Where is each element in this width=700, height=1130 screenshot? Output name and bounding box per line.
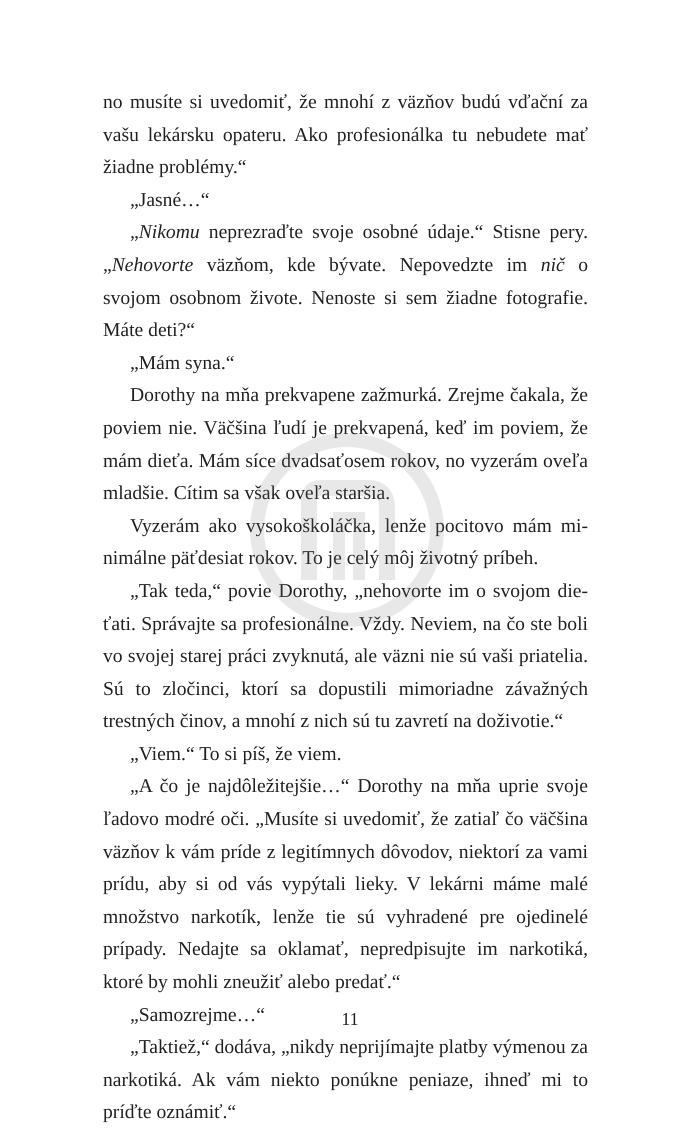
text-run: „Viem.“ To si píš, že viem. (130, 743, 342, 765)
paragraph (103, 576, 593, 739)
paragraph (103, 511, 588, 576)
text-run: „A čo je najdôležitejšie…“ Dorothy na mňa uprie svoje ľadovo modré oči. „Musíte si uvedomiť, že zatiaľ čo väčšina väzňov k vám príde z legitímnych dôvodov, niektorí za vami prídu, aby si od vás vypýtali lieky. V lekárni máme malé množstvo narkotík, lenže tie sú vyhradené pre ojedinelé prípady. Nedajte sa oklamať, nepredpisujte im narkotiká, ktoré by mohli zneužiť alebo predať.“ (103, 776, 593, 994)
text-run: Vyzerám ako vysokoškoláčka, lenže pocitovo mám minimálne päťdesiat rokov. To je celý môj životný príbeh. (103, 515, 588, 570)
italic-text: Nikomu (138, 222, 200, 244)
paragraph (103, 771, 593, 999)
text-run: neprezraďte svoje osobné údaje.“ Stisne pery. „ (103, 222, 593, 276)
paragraph (103, 380, 593, 510)
italic-text: Nehovorte (111, 254, 194, 276)
text-run: „Jasné…“ (130, 189, 210, 211)
text-run: „ (130, 222, 139, 244)
text-run: Dorothy na mňa prekvapene zažmurká. Zrejme čakala, že poviem nie. Väčšina ľudí je prekvapená, keď im poviem, že mám dieťa. Mám síce dvadsaťosem rokov, no vyzerám oveľa mladšie. Cítim sa však oveľa staršia. (103, 385, 593, 505)
paragraph (103, 185, 588, 218)
text-run: no musíte si uvedomiť, že mnohí z väzňov budú vďační za vašu lekársku opateru. Ako profesionálka tu nebudete mať žiadne problémy.“ (103, 92, 593, 179)
paragraph (103, 217, 593, 347)
text-run: „Mám syna.“ (130, 352, 235, 374)
paragraph (103, 348, 588, 381)
paragraph (103, 1032, 593, 1130)
text-run: „Taktiež,“ dodáva, „nikdy neprijímajte platby výmenou za narkotiká. Ak vám niekto ponúkne peniaze, ihneď mi to príďte oznámiť.“ (103, 1037, 593, 1124)
paragraph (103, 739, 588, 772)
italic-text: nič (540, 254, 565, 276)
body-text (103, 87, 593, 1130)
page-number: 11 (341, 1009, 359, 1029)
paragraph (103, 87, 593, 185)
text-run: „Tak teda,“ povie Dorothy, „nehovorte im o svojom dieťati. Správajte sa profesionálne. Vždy. Neviem, na čo ste boli vo svojej starej práci zvyknutá, ale väzni nie sú vaši priatelia. Sú to zločinci, ktorí sa dopustili mimoriadne závažných trestných činov, a mnohí z nich sú tu zavretí na doživotie.“ (103, 580, 593, 733)
text-run: väzňom, kde bývate. Nepovedzte im (193, 254, 541, 276)
text-run: „Samozrejme…“ (130, 1004, 265, 1026)
text-run: o svojom osobnom živote. Nenoste si sem žiadne fotografie. Máte deti?“ (103, 254, 593, 342)
